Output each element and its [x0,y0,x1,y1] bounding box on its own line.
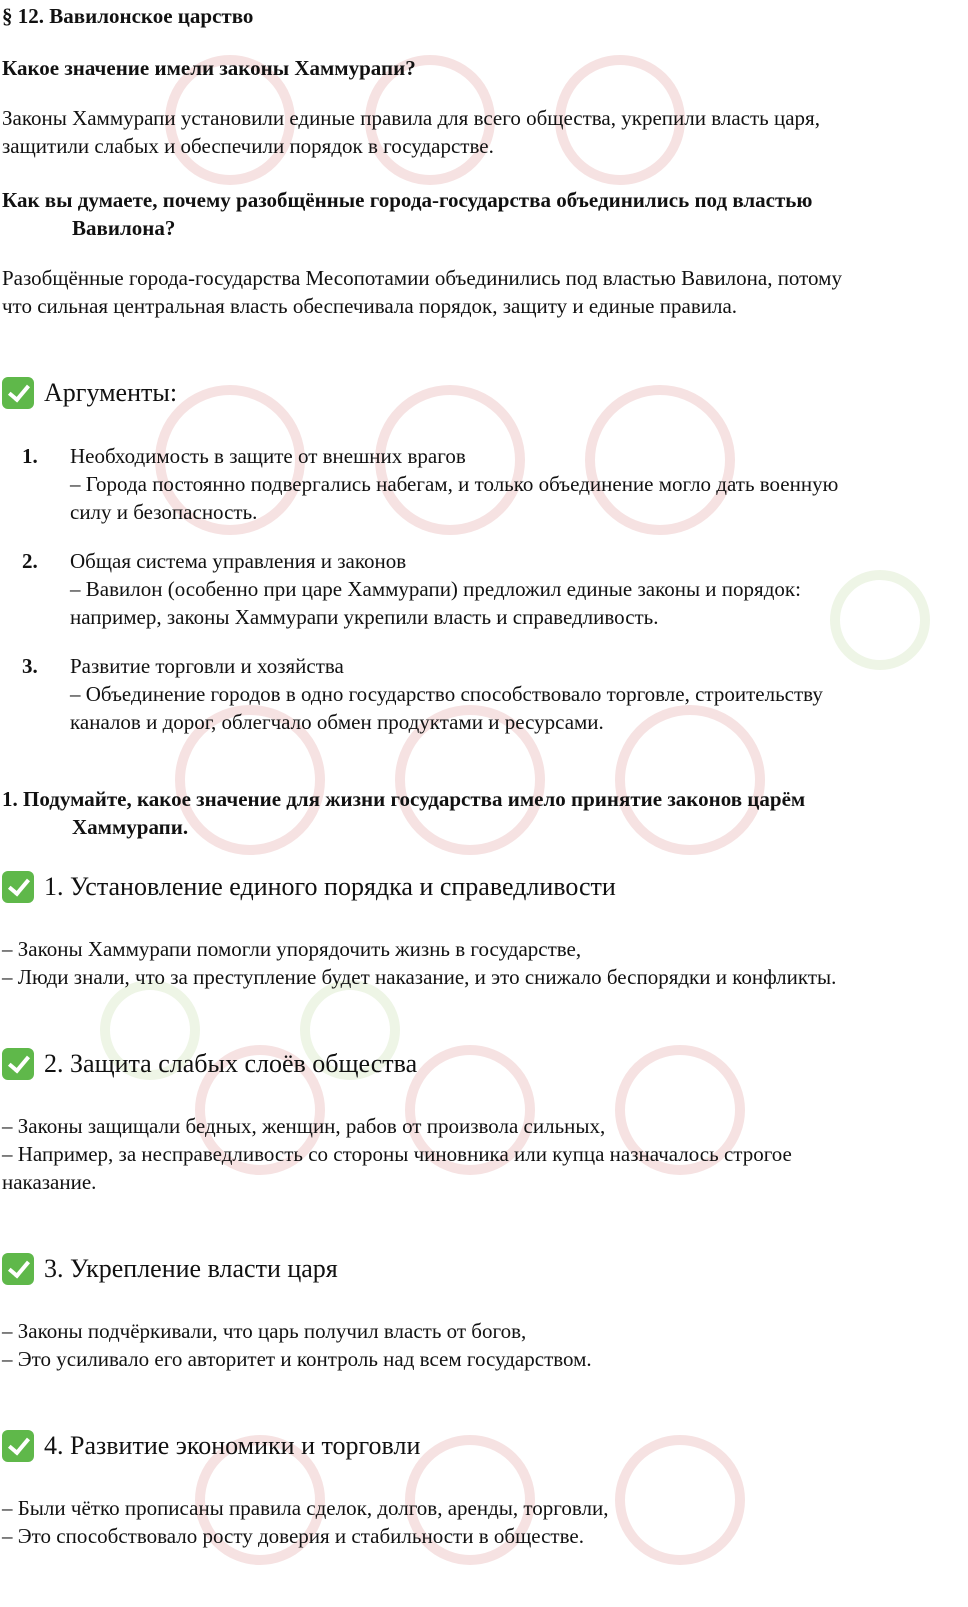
argument-number: 2. [22,549,38,573]
check-mark-icon [2,1253,34,1285]
question-line: 1. Подумайте, какое значение для жизни государства имело принятие законов царём [2,787,806,811]
question-line: Как вы думаете, почему разобщённые города-государства объединились под властью [2,188,813,212]
point-body [2,1112,952,1196]
question-city-states [2,186,942,242]
question-line: Хаммурапи. [72,815,189,839]
argument-body [70,442,952,526]
point-line: – Законы Хаммурапи помогли упорядочить жизнь в государстве, [2,937,582,961]
argument-line: Необходимость в защите от внешних врагов [70,444,466,468]
check-mark-icon [2,1048,34,1080]
argument-line: каналов и дорог, облегчало обмен продуктами и ресурсами. [70,710,604,734]
section-title: § 12. Вавилонское царство [2,4,254,28]
arguments-heading [2,376,177,410]
answer-line: Законы Хаммурапи установили единые правила для всего общества, укрепили власть царя, [2,106,820,130]
argument-line: например, законы Хаммурапи укрепили власть и справедливость. [70,605,659,629]
question-line: Вавилона? [72,216,176,240]
argument-line: Общая система управления и законов [70,549,407,573]
point-line: – Законы защищали бедных, женщин, рабов от произвола сильных, [2,1114,606,1138]
answer-line: защитили слабых и обеспечили порядок в государстве. [2,134,494,158]
argument-line: – Объединение городов в одно государство способствовало торговле, строительству [70,682,823,706]
argument-line: – Города постоянно подвергались набегам, и только объединение могло дать военную [70,472,839,496]
question-hammurabi-laws: Какое значение имели законы Хаммурапи? [2,56,416,80]
point-heading-text: 3. Укрепление власти царя [44,1254,338,1283]
argument-body [70,547,952,631]
argument-line: – Вавилон (особенно при царе Хаммурапи) предложил единые законы и порядок: [70,577,801,601]
point-heading-text: 2. Защита слабых слоёв общества [44,1049,418,1078]
arguments-heading-text: Аргументы: [44,378,178,407]
check-mark-icon [2,1430,34,1462]
point-heading [2,1047,417,1081]
argument-line: силу и безопасность. [70,500,258,524]
argument-body [70,652,952,736]
point-heading-text: 1. Установление единого порядка и справедливости [44,872,616,901]
argument-item [22,442,952,526]
point-line: наказание. [2,1170,97,1194]
answer-line: Разобщённые города-государства Месопотамии объединились под властью Вавилона, потому [2,266,842,290]
point-body [2,1317,952,1373]
answer-city-states [2,264,952,320]
point-heading [2,1429,420,1463]
point-heading [2,1252,338,1286]
argument-item [22,547,952,631]
argument-item [22,652,952,736]
point-line: – Это способствовало росту доверия и стабильности в обществе. [2,1524,584,1548]
argument-number: 3. [22,654,38,678]
point-line: – Были чётко прописаны правила сделок, долгов, аренды, торговли, [2,1496,609,1520]
point-line: – Люди знали, что за преступление будет наказание, и это снижало беспорядки и конфликты. [2,965,837,989]
task-question [2,785,942,841]
point-line: – Это усиливало его авторитет и контроль над всем государством. [2,1347,592,1371]
answer-line: что сильная центральная власть обеспечивала порядок, защиту и единые правила. [2,294,738,318]
point-body [2,1494,952,1550]
point-heading-text: 4. Развитие экономики и торговли [44,1431,421,1460]
argument-number: 1. [22,444,38,468]
answer-hammurabi-laws [2,104,952,160]
argument-line: Развитие торговли и хозяйства [70,654,344,678]
point-body [2,935,952,991]
check-mark-icon [2,377,34,409]
check-mark-icon [2,871,34,903]
point-line: – Законы подчёркивали, что царь получил власть от богов, [2,1319,527,1343]
point-line: – Например, за несправедливость со стороны чиновника или купца назначалось строгое [2,1142,792,1166]
point-heading [2,870,616,904]
